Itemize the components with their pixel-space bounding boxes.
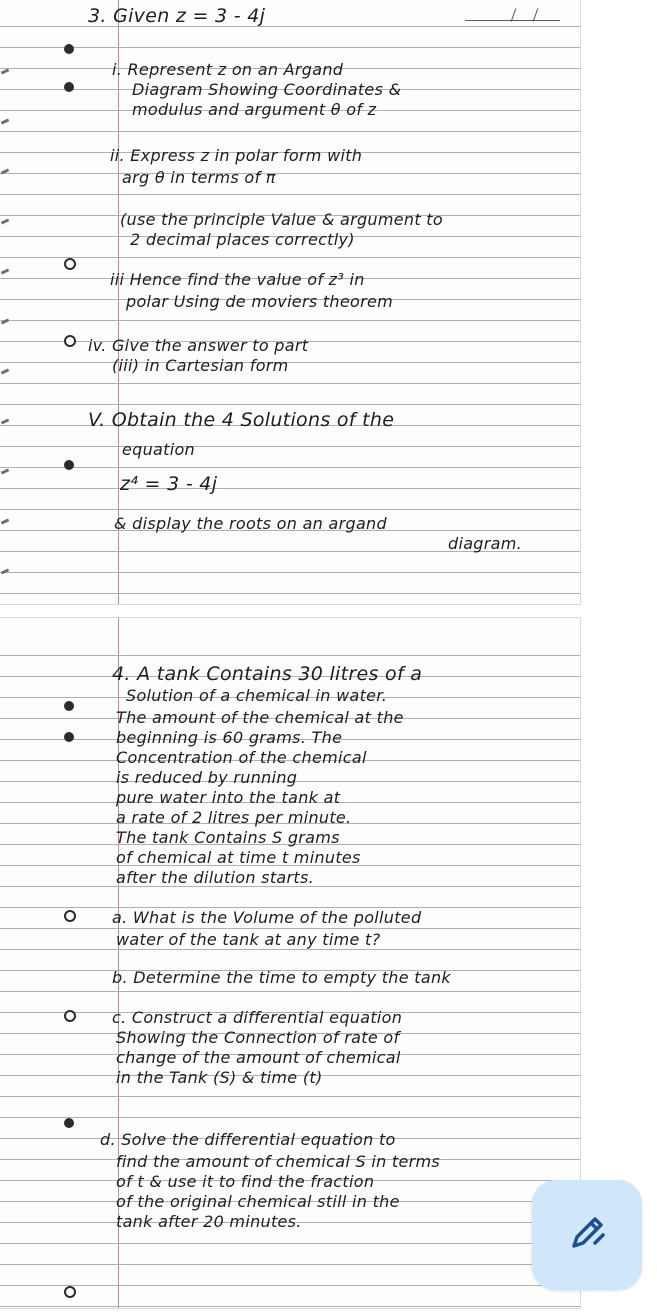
question-text: b. Determine the time to empty the tank (112, 968, 451, 987)
spiral-mark (1, 318, 10, 324)
equation: z⁴ = 3 - 4j (120, 473, 218, 495)
binder-hole (64, 1286, 76, 1298)
date-field (465, 20, 560, 21)
question-text: (iii) in Cartesian form (112, 356, 289, 375)
question-text: a. What is the Volume of the polluted (112, 908, 422, 927)
spiral-mark (1, 118, 10, 124)
binder-hole (64, 701, 74, 711)
question-text: i. Represent z on an Argand (112, 60, 344, 79)
binder-hole (64, 732, 74, 742)
question-text: Solution of a chemical in water. (126, 686, 388, 705)
notebook-page-2 (0, 618, 580, 1308)
binder-hole (64, 335, 76, 347)
binder-hole (64, 258, 76, 270)
question-text: d. Solve the differential equation to (100, 1130, 396, 1149)
question-text: in the Tank (S) & time (t) (116, 1068, 323, 1087)
binder-hole (64, 82, 74, 92)
question-text: iv. Give the answer to part (88, 336, 309, 355)
question-text: The amount of the chemical at the (116, 708, 404, 727)
spiral-mark (1, 568, 10, 574)
spiral-mark (1, 218, 10, 224)
question-text: tank after 20 minutes. (116, 1212, 302, 1231)
question-text: ii. Express z in polar form with (110, 146, 363, 165)
question-text: The tank Contains S grams (116, 828, 340, 847)
question-heading: 3. Given z = 3 - 4j (88, 5, 266, 27)
binder-hole (64, 44, 74, 54)
spiral-mark (1, 368, 10, 374)
question-text: after the dilution starts. (116, 868, 314, 887)
question-text: arg θ in terms of π (122, 168, 276, 187)
question-text: of t & use it to find the fraction (116, 1172, 375, 1191)
notebook-page-1 (0, 0, 580, 604)
question-text: beginning is 60 grams. The (116, 728, 343, 747)
spiral-mark (1, 268, 10, 274)
question-text: iii Hence find the value of z³ in (110, 270, 365, 289)
question-text: polar Using de moviers theorem (126, 292, 394, 311)
question-text: Showing the Connection of rate of (116, 1028, 400, 1047)
question-text: of the original chemical still in the (116, 1192, 400, 1211)
question-text: Concentration of the chemical (116, 748, 367, 767)
question-text: pure water into the tank at (116, 788, 341, 807)
spiral-mark (1, 468, 10, 474)
question-heading: 4. A tank Contains 30 litres of a (112, 663, 423, 685)
question-text: of chemical at time t minutes (116, 848, 361, 867)
question-text: Diagram Showing Coordinates & (132, 80, 402, 99)
spiral-mark (1, 68, 10, 74)
question-text: & display the roots on an argand (114, 514, 387, 533)
question-text: water of the tank at any time t? (116, 930, 381, 949)
binder-hole (64, 1010, 76, 1022)
markup-edit-button[interactable] (532, 1180, 642, 1290)
spiral-mark (1, 418, 10, 424)
binder-hole (64, 910, 76, 922)
question-text: equation (122, 440, 195, 459)
question-text: diagram. (448, 534, 523, 553)
binder-hole (64, 1118, 74, 1128)
spiral-mark (1, 518, 10, 524)
question-text: 2 decimal places correctly) (130, 230, 355, 249)
question-text: modulus and argument θ of z (132, 100, 377, 119)
question-text: V. Obtain the 4 Solutions of the (88, 409, 395, 431)
question-text: is reduced by running (116, 768, 298, 787)
pen-edit-icon (565, 1211, 609, 1259)
question-text: a rate of 2 litres per minute. (116, 808, 352, 827)
question-text: change of the amount of chemical (116, 1048, 401, 1067)
spiral-mark (1, 168, 10, 174)
question-text: c. Construct a differential equation (112, 1008, 403, 1027)
binder-hole (64, 460, 74, 470)
question-text: (use the principle Value & argument to (120, 210, 443, 229)
question-text: find the amount of chemical S in terms (116, 1152, 441, 1171)
